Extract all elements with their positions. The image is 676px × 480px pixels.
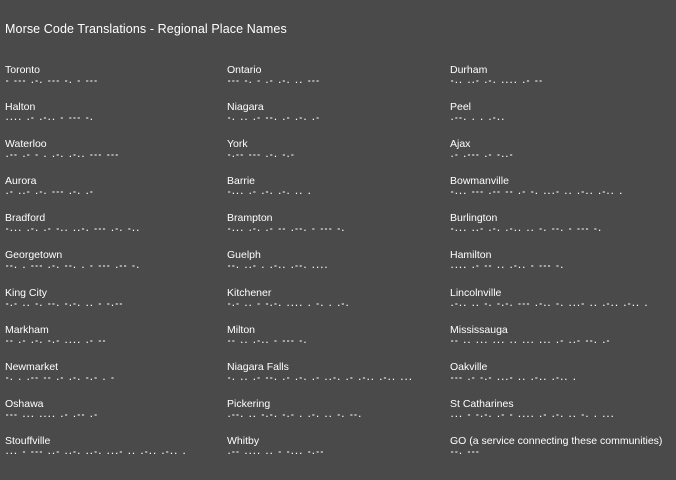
place-entry [5, 361, 220, 398]
place-name: Hamilton [450, 249, 492, 262]
column-2 [227, 64, 442, 472]
place-entry [5, 249, 220, 286]
morse-code: -. .. .- --. .- .-. .- ..-. .- .-.. .-.. ... [227, 374, 413, 381]
place-name: York [227, 138, 248, 151]
morse-code: ... - -.-. .- - .... .- .-. .. -. . ... [450, 411, 615, 418]
morse-code: -... ..- .-. .-.. .. -. --. - --- -. [450, 226, 602, 233]
place-name: Burlington [450, 212, 498, 225]
morse-code: -- .- .-. -.- .... .- -- [5, 337, 107, 344]
place-entry [227, 361, 442, 398]
place-entry [227, 435, 442, 472]
place-name: Bowmanville [450, 175, 509, 188]
morse-code: --. --- [450, 448, 480, 455]
place-entry [450, 249, 676, 286]
place-entry [5, 101, 220, 138]
place-entry [227, 249, 442, 286]
morse-code: .- .--- .- -..- [450, 152, 514, 159]
page-title: Morse Code Translations - Regional Place Names [5, 22, 287, 36]
place-entry [227, 287, 442, 324]
morse-code: ... - --- ..- ..-. ..-. ...- .. .-.. .-.. . [5, 448, 187, 455]
place-entry [227, 64, 442, 101]
place-entry [227, 398, 442, 435]
place-entry [450, 212, 676, 249]
place-entry [450, 435, 676, 472]
place-name: Halton [5, 101, 36, 114]
place-name: Ajax [450, 138, 471, 151]
place-entry [450, 324, 676, 361]
place-name: St Catharines [450, 397, 514, 410]
place-name: Lincolnville [450, 286, 502, 299]
place-name: Milton [227, 323, 256, 336]
morse-code: .--. . . .-.. [450, 115, 505, 122]
place-name: Oshawa [5, 397, 44, 410]
place-entry [5, 64, 220, 101]
morse-code: -- .. ... ... .. ... ... .- ..- --. .- [450, 337, 611, 344]
morse-code: -... .- .-. .-. .. . [227, 189, 312, 196]
morse-code: .--. .. -.-. -.- . .-. .. -. --. [227, 411, 362, 418]
morse-code: --. . --- .-. --. . - --- .-- -. [5, 263, 140, 270]
morse-code: .- ..- .-. --- .-. .- [5, 189, 94, 196]
place-name: Brampton [227, 212, 273, 225]
place-name: Mississauga [450, 323, 508, 336]
morse-code: --- .- -.- ...- .. .-.. .-.. . [450, 374, 577, 381]
place-entry [227, 101, 442, 138]
place-name: Niagara [227, 101, 264, 114]
morse-code: -... .-. .- -.. ..-. --- .-. -.. [5, 226, 140, 233]
morse-code: -.- .. -. --. -.-. .. - -.-- [5, 300, 124, 307]
place-name: Oakville [450, 360, 488, 373]
morse-code: --- -. - .- .-. .. --- [227, 78, 320, 84]
place-name: King City [5, 286, 48, 299]
place-name: Toronto [5, 64, 41, 76]
morse-code: -.. ..- .-. .... .- -- [450, 78, 543, 84]
place-name: Stouffville [5, 434, 51, 447]
morse-code: -. .. .- --. .- .-. .- [227, 115, 320, 122]
place-entry [5, 287, 220, 324]
place-entry [450, 64, 676, 101]
place-name: Bradford [5, 212, 46, 225]
place-name: Markham [5, 323, 49, 336]
place-entry [450, 138, 676, 175]
place-entry [5, 138, 220, 175]
place-entry [227, 212, 442, 249]
morse-code: - --- .-. --- -. - --- [5, 78, 98, 84]
place-entry [227, 324, 442, 361]
place-name: Newmarket [5, 360, 59, 373]
morse-code: -... --- .-- -- .- -. ...- .. .-.. .-.. . [450, 189, 623, 196]
place-entry [227, 138, 442, 175]
morse-code: --- ... .... .- .-- .- [5, 411, 98, 418]
place-name: Guelph [227, 249, 261, 262]
place-entry [5, 398, 220, 435]
place-entry [450, 175, 676, 212]
morse-code: -.-- --- .-. -.- [227, 152, 295, 159]
place-name: Aurora [5, 175, 37, 188]
place-entry [450, 101, 676, 138]
morse-code: -... .-. .- -- .--. - --- -. [227, 226, 346, 233]
morse-code: -.- .. - -.-. .... . -. . .-. [227, 300, 350, 307]
column-3 [450, 64, 676, 472]
place-name: Niagara Falls [227, 360, 289, 373]
morse-code: -- .. .-.. - --- -. [227, 337, 308, 344]
place-entry [450, 287, 676, 324]
morse-code: .-.. .. -. -.-. --- .-.. -. ...- .. .-.. .-.. . [450, 300, 649, 307]
place-entry [227, 175, 442, 212]
place-name: Georgetown [5, 249, 63, 262]
column-1 [5, 64, 220, 472]
morse-code: -. . .-- -- .- .-. -.- . - [5, 374, 115, 381]
place-entry [450, 361, 676, 398]
place-entry [450, 398, 676, 435]
morse-code: .... .- .-.. - --- -. [5, 115, 94, 122]
place-name: Pickering [227, 397, 271, 410]
morse-code: .-- .... .. - -... -.-- [227, 448, 324, 455]
morse-code: --. ..- . .-.. .--. .... [227, 263, 329, 270]
place-name: Barrie [227, 175, 256, 188]
place-name: Waterloo [5, 138, 47, 151]
place-entry [5, 212, 220, 249]
place-name: Durham [450, 64, 488, 76]
place-name: GO (a service connecting these communities) [450, 434, 663, 447]
place-name: Ontario [227, 64, 262, 76]
place-entry [5, 435, 220, 472]
place-name: Kitchener [227, 286, 272, 299]
morse-code: .... .- -- .. .-.. - --- -. [450, 263, 564, 270]
place-name: Whitby [227, 434, 260, 447]
place-entry [5, 324, 220, 361]
morse-code: .-- .- - . .-. .-.. --- --- [5, 152, 119, 159]
place-entry [5, 175, 220, 212]
place-name: Peel [450, 101, 472, 114]
